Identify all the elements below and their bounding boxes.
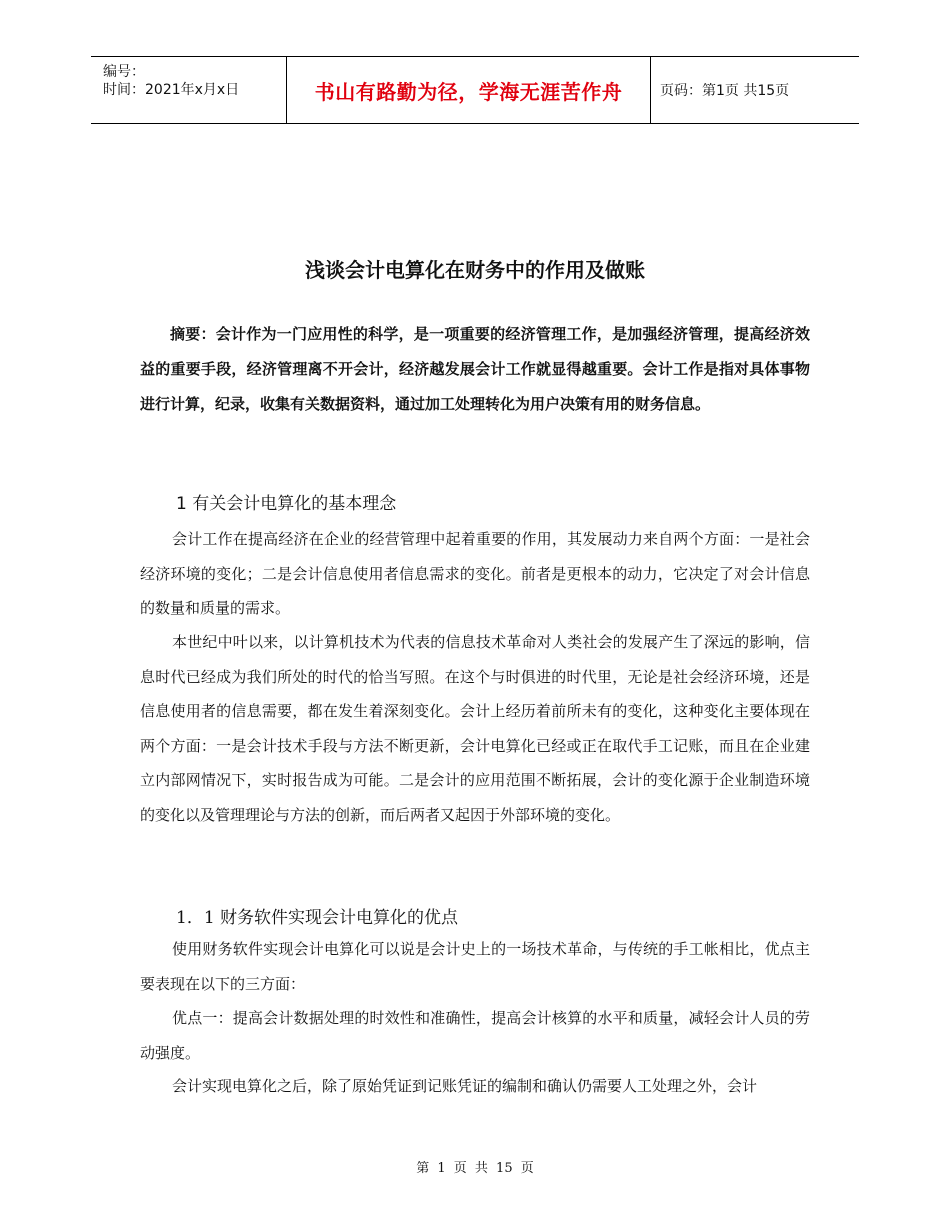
paragraph: 使用财务软件实现会计电算化可以说是会计史上的一场技术革命，与传统的手工帐相比，优点主要表现在以下的三方面： [140, 940, 810, 993]
header-motto-cell [286, 57, 651, 123]
header-motto: 书山有路勤为径，学海无涯苦作舟 [314, 79, 623, 104]
header-meta-cell [91, 57, 286, 123]
paragraph: 会计实现电算化之后，除了原始凭证到记账凭证的编制和确认仍需要人工处理之外，会计 [172, 1077, 758, 1095]
abstract: 摘要：会计作为一门应用性的科学，是一项重要的经济管理工作，是加强经济管理，提高经济效益的重要手段，经济管理离不开会计，经济越发展会计工作就显得越重要。会计工作是指对具体事物进行计算，纪录，收集有关数据资料，通过加工处理转化为用户决策有用的财务信息。 [140, 325, 810, 413]
document-time-label: 时间：2021年x月x日 [103, 82, 240, 98]
paragraph: 会计工作在提高经济在企业的经营管理中起着重要的作用，其发展动力来自两个方面：一是社会经济环境的变化；二是会计信息使用者信息需求的变化。前者是更根本的动力，它决定了对会计信息的数量和质量的需求。 [140, 530, 810, 617]
page-header [91, 56, 859, 124]
section-1-1-heading: 1．1 财务软件实现会计电算化的优点 [176, 908, 459, 928]
header-page-info: 页码：第1页 共15页 [660, 83, 790, 99]
paragraph: 优点一：提高会计数据处理的时效性和准确性，提高会计核算的水平和质量，减轻会计人员的劳动强度。 [140, 1009, 810, 1062]
page-footer: 第 1 页 共 15 页 [416, 1161, 534, 1176]
paragraph: 本世纪中叶以来，以计算机技术为代表的信息技术革命对人类社会的发展产生了深远的影响，信息时代已经成为我们所处的时代的恰当写照。在这个与时俱进的时代里，无论是社会经济环境，还是信息使用者的信息需要，都在发生着深刻变化。会计上经历着前所未有的变化，这种变化主要体现在两个方面：一是会计技术手段与方法不断更新，会计电算化已经或正在取代手工记账，而且在企业建立内部网情况下，实时报告成为可能。二是会计的应用范围不断拓展，会计的变化源于企业制造环境的变化以及管理理论与方法的创新，而后两者又起因于外部环境的变化。 [140, 633, 810, 824]
section-1-heading: 1 有关会计电算化的基本理念 [176, 494, 397, 514]
document-title: 浅谈会计电算化在财务中的作用及做账 [305, 258, 645, 282]
header-page-cell [650, 57, 859, 123]
document-number-label: 编号： [103, 64, 145, 80]
